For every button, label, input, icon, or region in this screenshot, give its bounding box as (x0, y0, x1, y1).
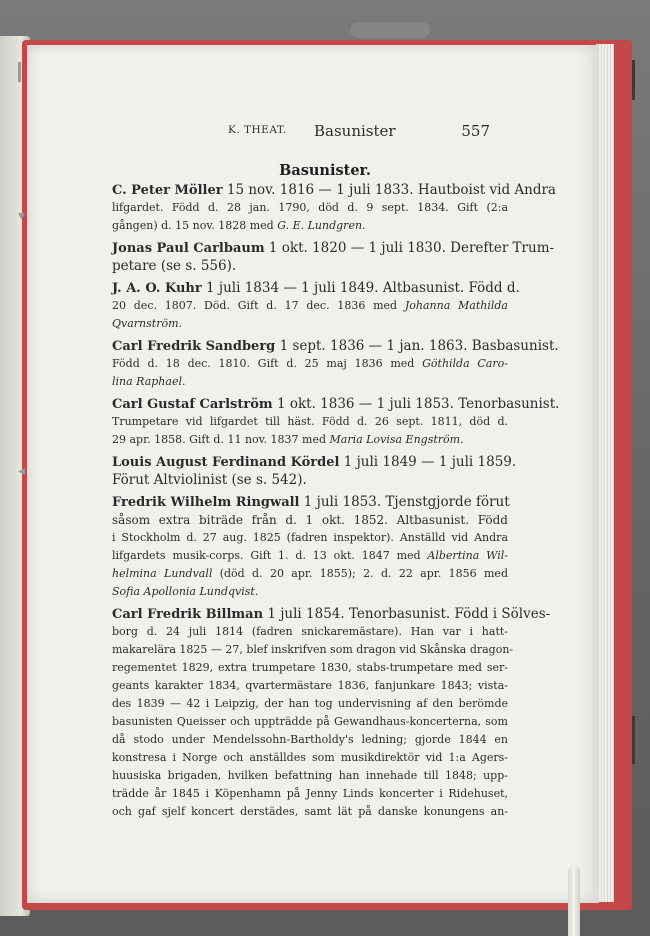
entry-line (112, 217, 508, 235)
entry-list (112, 181, 560, 825)
entry-text: Född d. 18 dec. 1810. Gift d. 25 maj 1836 med (112, 357, 423, 370)
entry-text: 1 juli 1834 — 1 juli 1849. Altbasunist. Född d. (201, 280, 520, 296)
entry-line (112, 395, 560, 413)
entry-line: borg d. 24 juli 1814 (fadren snickaremästare). Han var i hatt- (112, 625, 508, 638)
entry-name: Carl Fredrik Billman (112, 607, 264, 622)
entry-line: des 1839 — 42 i Leipzig, der han tog undervisning af den berömde (112, 697, 508, 710)
entry-text: lifgardets musik-corps. Gift 1. d. 13 okt. 1847 med (112, 549, 428, 562)
binding-mark (18, 62, 21, 82)
entry-line (112, 181, 556, 199)
entry-line: då stodo under Mendelssohn-Bartholdy's ledning; gjorde 1844 en (112, 733, 508, 746)
entry-line: huusiska brigaden, hvilken befattning han innehade till 1848; upp- (112, 769, 508, 782)
binding-mark (632, 60, 635, 100)
page-number: 557 (461, 122, 490, 140)
entry-text: 1 sept. 1836 — 1 jan. 1863. Basbasunist. (275, 338, 559, 354)
entry-line: Sofia Apollonia Lundqvist. (112, 585, 259, 598)
entry-line: Qvarnström. (112, 317, 183, 330)
entry-kuhr (112, 279, 520, 333)
entry-text: 29 apr. 1858. Gift d. 11 nov. 1837 med (112, 433, 330, 446)
entry-line: konstresa i Norge och anställdes som musikdirektör vid 1:a Agers- (112, 751, 508, 764)
entry-line: lifgardet. Född d. 28 jan. 1790, död d. 9 sept. 1834. Gift (2:a (112, 201, 508, 214)
entry-text: 1 juli 1854. Tenorbasunist. Född i Sölves- (263, 606, 551, 622)
entry-name: Carl Fredrik Sandberg (112, 339, 276, 354)
entry-spouse: Maria Lovisa Engström. (329, 433, 464, 446)
entry-line: såsom extra biträde från d. 1 okt. 1852. Altbasunist. Född (112, 513, 508, 527)
entry-carlbaum (112, 239, 555, 275)
entry-text: 1 juli 1853. Tjenstgjorde förut (299, 494, 510, 510)
entry-line (112, 337, 559, 355)
entry-spouse: G. E. Lundgren. (277, 219, 366, 232)
entry-line: makarelära 1825 — 27, blef inskrifven som dragon vid Skånska dragon- (112, 643, 514, 656)
entry-name: Fredrik Wilhelm Ringwall (112, 495, 300, 510)
entry-line: basunisten Queisser och uppträdde på Gewandhaus-koncerterna, som (112, 715, 508, 728)
entry-spouse: helmina Lundvall (112, 567, 213, 580)
entry-name: Jonas Paul Carlbaum (112, 241, 265, 256)
entry-line (112, 297, 508, 315)
entry-billman (112, 605, 551, 821)
entry-line: i Stockholm d. 27 aug. 1825 (fadren inspektor). Anställd vid Andra (112, 531, 508, 544)
entry-line (112, 279, 520, 297)
margin-mark: ◂ (18, 463, 26, 479)
running-head-section: K. THEAT. (228, 124, 287, 136)
entry-line (112, 431, 508, 449)
entry-line (112, 493, 508, 511)
entry-ringwall (112, 493, 508, 601)
entry-text: 20 dec. 1807. Död. Gift d. 17 dec. 1836 med (112, 299, 405, 312)
entry-line: regementet 1829, extra trumpetare 1830, stabs-trumpetare med ser- (112, 661, 508, 674)
entry-line (112, 605, 551, 623)
bookmark-ribbon (568, 866, 580, 936)
entry-line (112, 565, 508, 583)
entry-line (112, 547, 508, 565)
entry-carlstrom (112, 395, 560, 449)
entry-line: Förut Altviolinist (se s. 542). (112, 472, 307, 488)
entry-line (112, 239, 555, 257)
entry-text: 1 juli 1849 — 1 juli 1859. (339, 454, 517, 470)
entry-kordel (112, 453, 517, 489)
entry-text: (död d. 20 apr. 1855); 2. d. 22 apr. 1856 med (212, 567, 508, 580)
entry-line: och gaf sjelf koncert derstädes, samt lät på danske konungens an- (112, 805, 508, 818)
entry-line: lina Raphael. (112, 375, 186, 388)
entry-sandberg (112, 337, 559, 391)
running-head (228, 122, 490, 142)
entry-text: gången) d. 15 nov. 1828 med (112, 219, 278, 232)
entry-spouse: Göthilda Caro- (422, 357, 508, 370)
entry-line: petare (se s. 556). (112, 258, 237, 274)
entry-line: trädde år 1845 i Köpenhamn på Jenny Linds koncerter i Ridehuset, (112, 787, 508, 800)
entry-line: Trumpetare vid lifgardet till häst. Född d. 26 sept. 1811, död d. (112, 415, 508, 428)
binding-mark (632, 716, 635, 764)
entry-name: J. A. O. Kuhr (112, 281, 202, 296)
page-title: Basunister. (279, 162, 371, 179)
entry-line (112, 453, 517, 471)
entry-line: geants karakter 1834, qvartermästare 1836, fanjunkare 1843; vista- (112, 679, 508, 692)
entry-text: 1 okt. 1836 — 1 juli 1853. Tenorbasunist. (272, 396, 560, 412)
running-head-title: Basunister (314, 122, 396, 140)
entry-name: C. Peter Möller (112, 183, 223, 198)
entry-spouse: Johanna Mathilda (404, 299, 508, 312)
entry-moller (112, 181, 556, 235)
page-clip (350, 22, 430, 38)
entry-line (112, 355, 508, 373)
entry-text: 15 nov. 1816 — 1 juli 1833. Hautboist vid Andra (222, 182, 556, 198)
entry-spouse: Albertina Wil- (427, 549, 508, 562)
entry-text: 1 okt. 1820 — 1 juli 1830. Derefter Trum- (264, 240, 555, 256)
entry-name: Carl Gustaf Carlström (112, 397, 273, 412)
entry-name: Louis August Ferdinand Kördel (112, 455, 340, 470)
margin-mark: ▾ (18, 208, 26, 224)
